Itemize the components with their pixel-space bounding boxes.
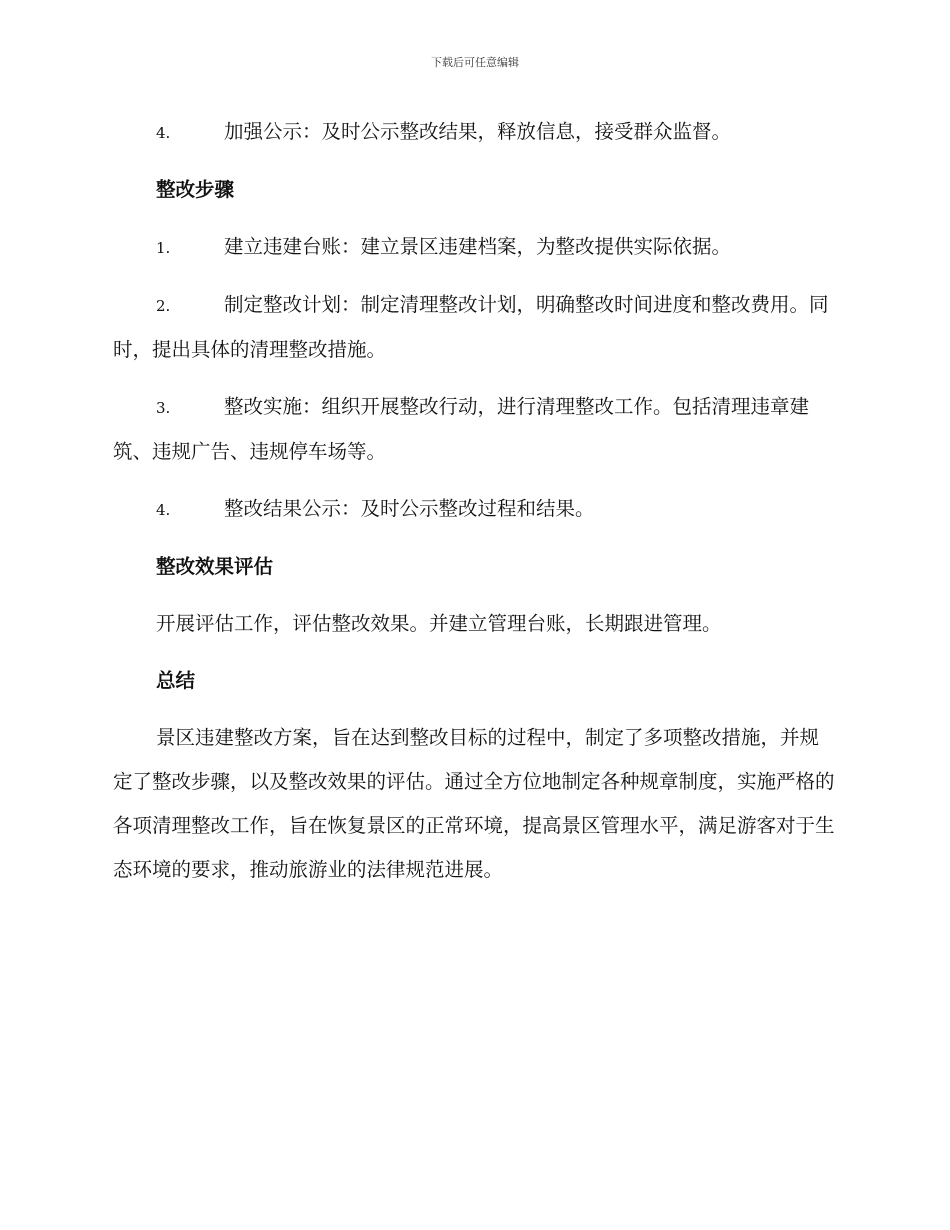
evaluation-paragraph: 开展评估工作，评估整改效果。并建立管理台账，长期跟进管理。 <box>156 612 722 635</box>
list-item-text: 加强公示：及时公示整改结果，释放信息，接受群众监督。 <box>224 120 732 143</box>
list-item-number: 4. <box>156 501 171 519</box>
list-item-text: 整改实施：组织开展整改行动，进行清理整改工作。包括清理违章建筑、违规广告、违规停车场等。 <box>113 395 810 463</box>
list-item <box>113 487 835 532</box>
list-item <box>113 110 835 155</box>
list-item <box>113 225 835 270</box>
list-item-number: 2. <box>156 297 171 315</box>
list-item-text: 制定整改计划：制定清理整改计划，明确整改时间进度和整改费用。同时，提出具体的清理整改措施。 <box>113 293 829 361</box>
section-heading-evaluation: 整改效果评估 <box>156 555 274 578</box>
section-heading-steps: 整改步骤 <box>156 178 235 201</box>
section-heading-summary: 总结 <box>156 669 196 692</box>
list-item-number: 1. <box>156 239 171 257</box>
document-body <box>113 110 835 892</box>
list-item-text: 建立违建台账：建立景区违建档案，为整改提供实际依据。 <box>224 235 732 258</box>
list-item-text: 整改结果公示：及时公示整改过程和结果。 <box>224 497 595 520</box>
list-item-number: 4. <box>156 124 171 142</box>
summary-paragraph: 景区违建整改方案，旨在达到整改目标的过程中，制定了多项整改措施，并规定了整改步骤，以及整改效果的评估。通过全方位地制定各种规章制度，实施严格的各项清理整改工作，旨在恢复景区的正常环境，提高景区管理水平，满足游客对于生态环境的要求，推动旅游业的法律规范进展。 <box>113 726 835 881</box>
page-header-note: 下载后可任意编辑 <box>431 56 519 69</box>
list-item-number: 3. <box>156 399 171 417</box>
list-item <box>113 385 835 474</box>
list-item <box>113 283 835 372</box>
